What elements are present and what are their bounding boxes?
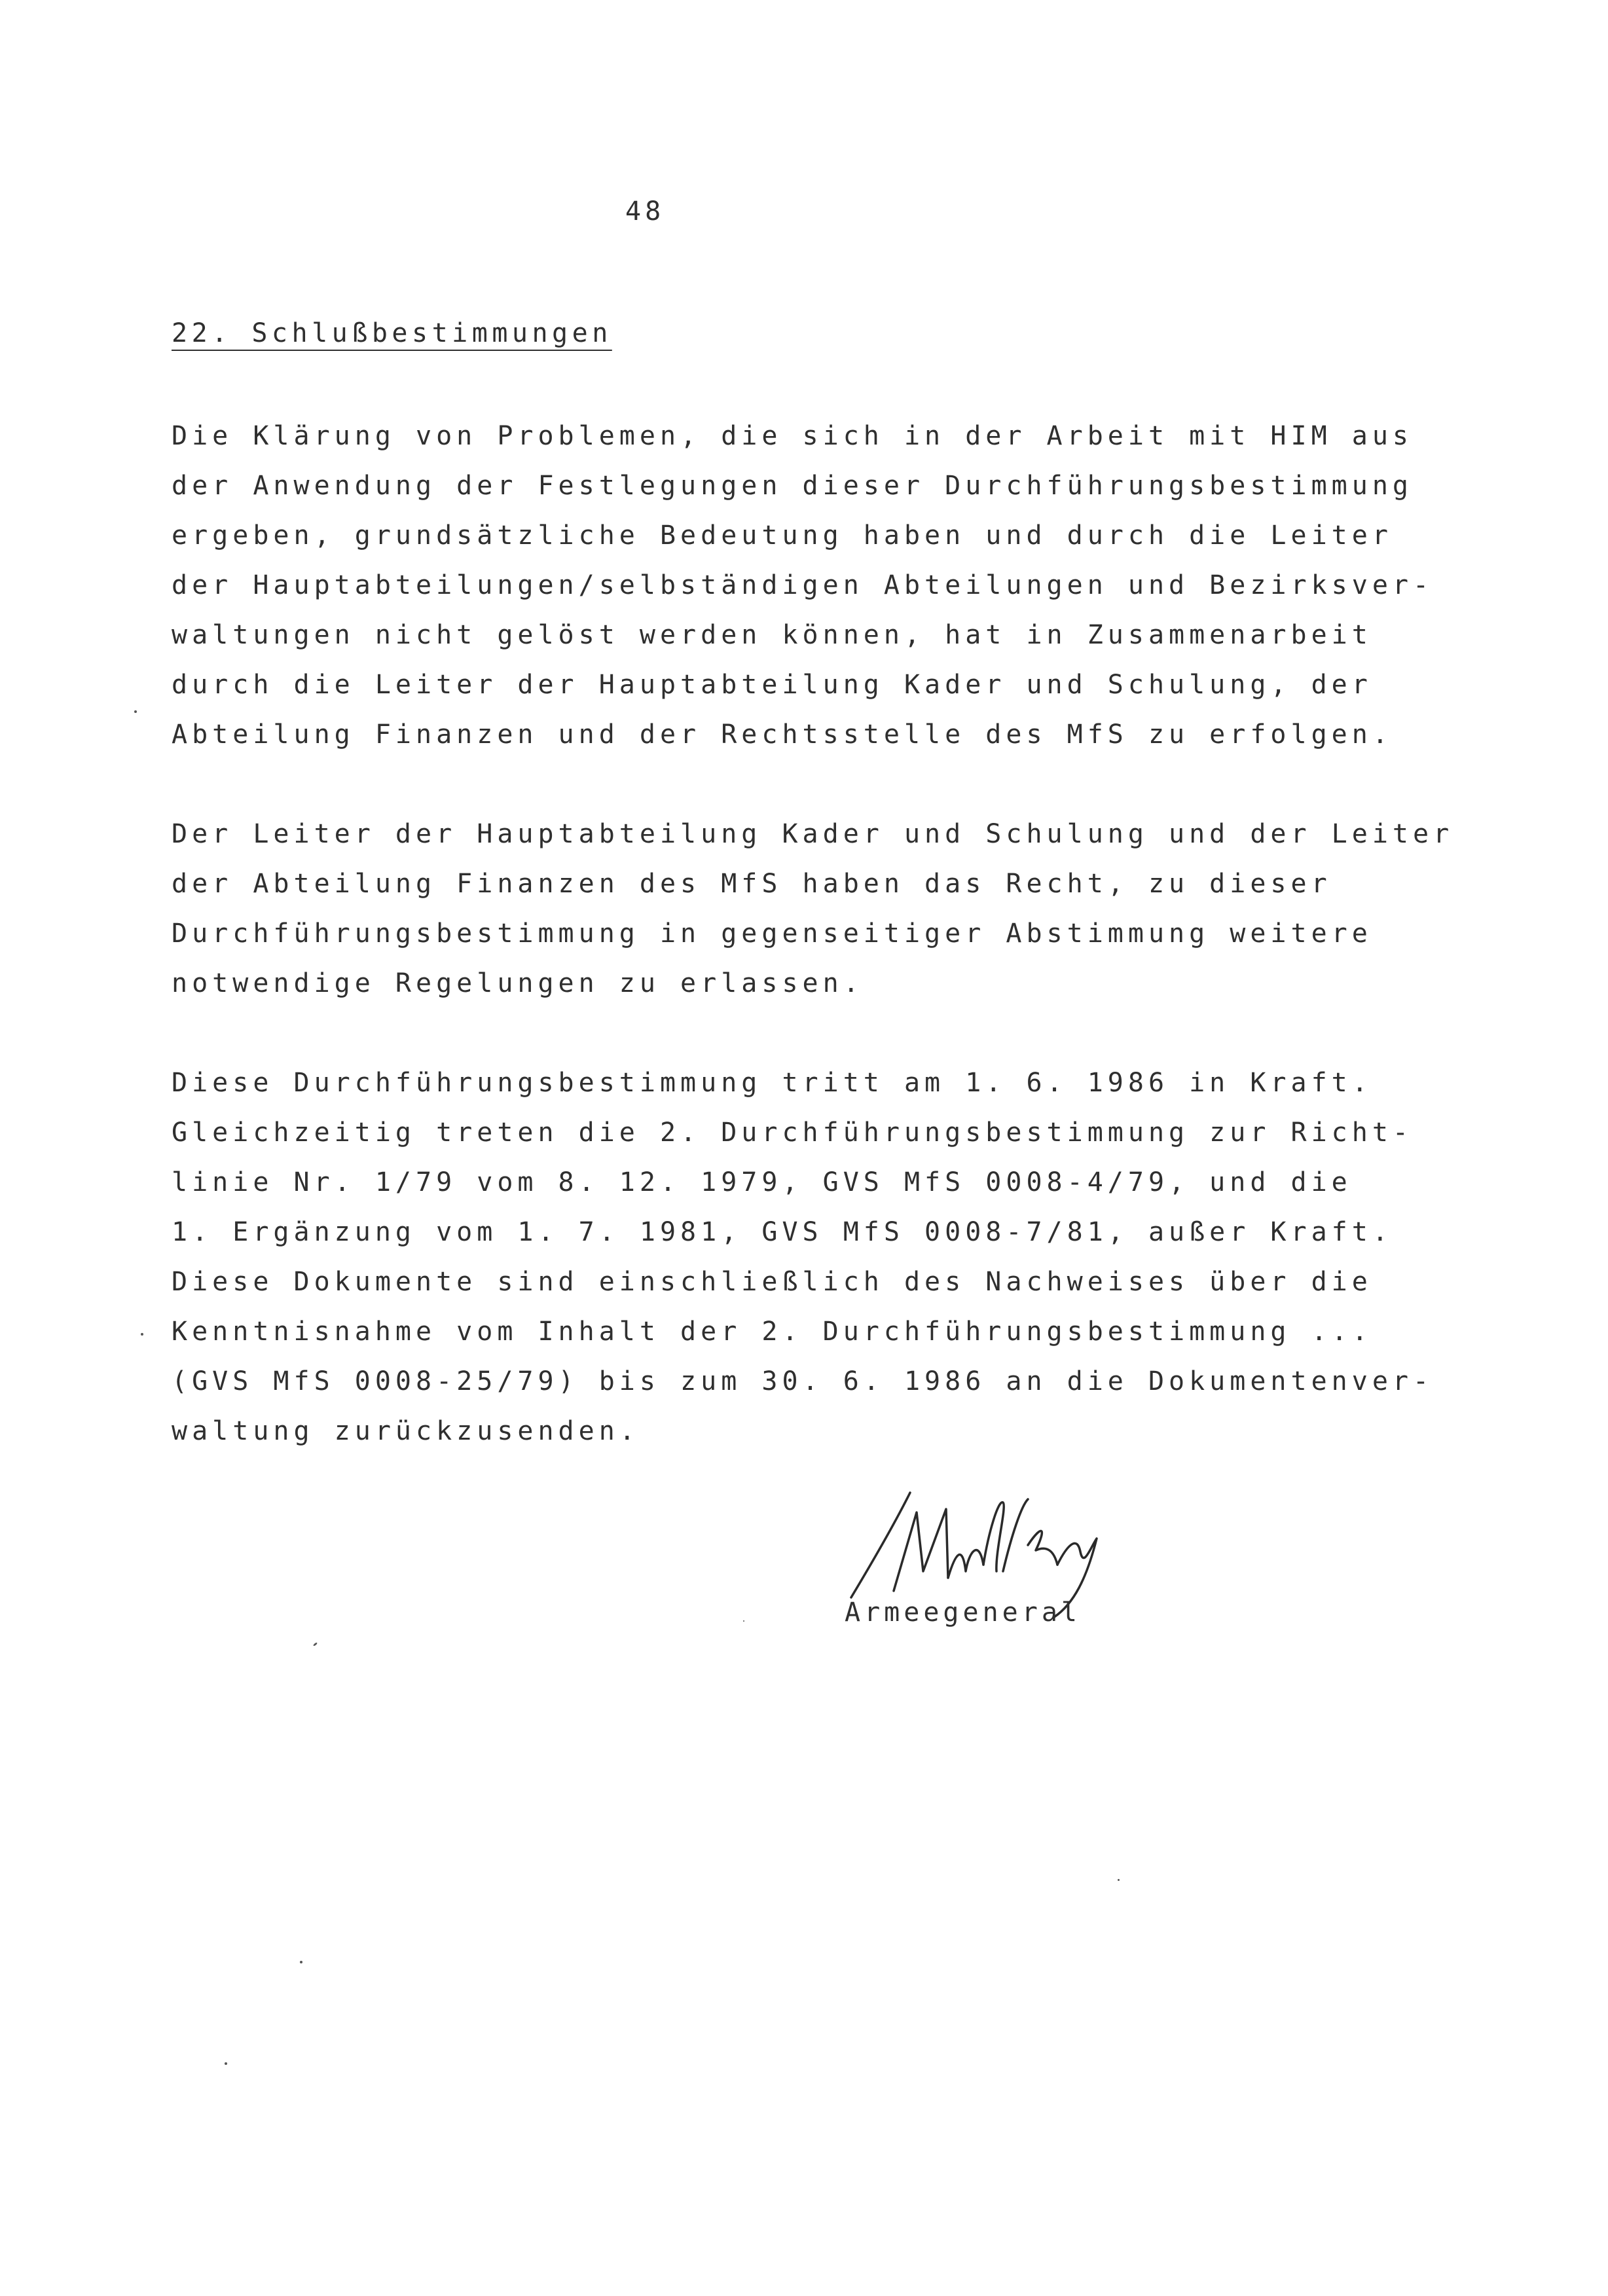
text-line: waltung zurückzusenden. — [172, 1416, 640, 1446]
text-line: Der Leiter der Hauptabteilung Kader und Schulung und der Leiter — [172, 819, 1454, 849]
page-number: 48 — [625, 196, 665, 227]
paragraph-1 — [172, 411, 1433, 759]
text-line: Diese Dokumente sind einschließlich des Nachweises über die — [172, 1267, 1372, 1297]
text-line: notwendige Regelungen zu erlassen. — [172, 968, 864, 998]
scan-speck — [141, 1333, 143, 1336]
text-line: Diese Durchführungsbestimmung tritt am 1. 6. 1986 in Kraft. — [172, 1068, 1372, 1098]
scan-speck — [300, 1961, 302, 1963]
text-line: (GVS MfS 0008-25/79) bis zum 30. 6. 1986 an die Dokumentenver- — [172, 1366, 1434, 1396]
scan-speck — [743, 1620, 744, 1622]
paragraph-3 — [172, 1058, 1433, 1456]
scan-speck — [225, 2062, 227, 2065]
text-line: der Abteilung Finanzen des MfS haben das Recht, zu dieser — [172, 869, 1332, 899]
text-line: Abteilung Finanzen und der Rechtsstelle des MfS zu erfolgen. — [172, 720, 1393, 750]
text-line: 1. Ergänzung vom 1. 7. 1981, GVS MfS 0008-7/81, außer Kraft. — [172, 1217, 1393, 1247]
text-line: Durchführungsbestimmung in gegenseitiger Abstimmung weitere — [172, 919, 1372, 949]
signatory-title: Armeegeneral — [845, 1597, 1081, 1628]
text-line: durch die Leiter der Hauptabteilung Kader und Schulung, der — [172, 670, 1372, 700]
text-line: waltungen nicht gelöst werden können, hat in Zusammenarbeit — [172, 620, 1372, 650]
text-line: der Hauptabteilungen/selbständigen Abteilungen und Bezirksver- — [172, 570, 1434, 600]
section-heading: 22. Schlußbestimmungen — [172, 318, 612, 348]
text-line: Die Klärung von Problemen, die sich in der Arbeit mit HIM aus — [172, 421, 1414, 451]
text-line: Gleichzeitig treten die 2. Durchführungsbestimmung zur Richt- — [172, 1118, 1414, 1148]
scan-speck — [313, 1642, 318, 1647]
scan-speck — [1118, 1879, 1120, 1881]
scan-speck — [134, 710, 137, 713]
text-line: ergeben, grundsätzliche Bedeutung haben und durch die Leiter — [172, 520, 1393, 551]
text-line: linie Nr. 1/79 vom 8. 12. 1979, GVS MfS 0008-4/79, und die — [172, 1167, 1352, 1197]
text-line: Kenntnisnahme vom Inhalt der 2. Durchführungsbestimmung ... — [172, 1317, 1372, 1347]
paragraph-2 — [172, 809, 1453, 1008]
text-line: der Anwendung der Festlegungen dieser Durchführungsbestimmung — [172, 471, 1414, 501]
